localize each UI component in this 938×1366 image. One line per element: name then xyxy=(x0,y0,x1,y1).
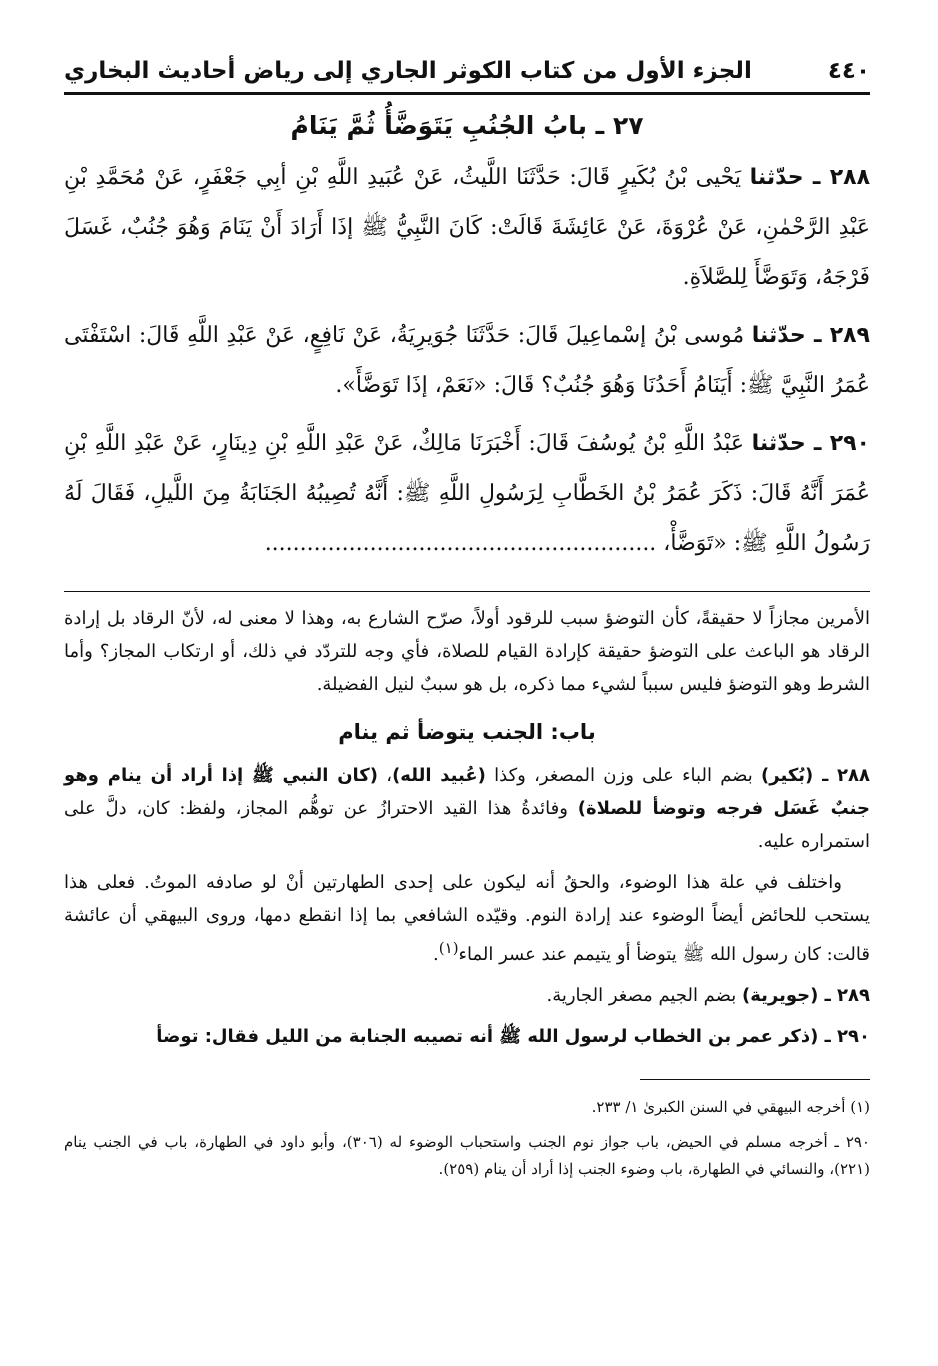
page-number: ٤٤٠ xyxy=(827,58,870,84)
book-title: الجزء الأول من كتاب الكوثر الجاري إلى رياض أحاديث البخاري xyxy=(64,58,752,84)
commentary-288 xyxy=(64,759,870,858)
footnote-290: ٢٩٠ ـ أخرجه مسلم في الحيض، باب جواز نوم الجنب واستحباب الوضوء له (٣٠٦)، وأبو داود في الطهارة، باب في الجنب ينام (٢٢١)، والنسائي في الطهارة، باب وضوء الجنب إذا أراد أن ينام (٢٥٩). xyxy=(64,1133,870,1178)
footnote-ref: (١) xyxy=(438,939,459,957)
book-page xyxy=(64,54,870,1344)
note-lemma: (كان النبي ﷺ إذا أراد أن ينام وهو جنبٌ غَسَل فرجه وتوضأ للصلاة) xyxy=(64,765,870,819)
commentary-opening: الأمرين مجازاً لا حقيقةً، كأن التوضؤ سبب للرقود أولاً، صرّح الشارع به، وهذا لا معنى له، لأنّ الرقاد بل إرادة الرقاد هو الباعث على التوضؤ حقيقة كإرادة القيام للصلاة، فأي وجه للتردّد في ذلك، أو ارتكاب المجاز؟ وأما الشرط وهو التوضؤ فليس سبباً لشيء مما ذكره، بل هو سببٌ لنيل الفضيلة. xyxy=(64,608,870,695)
chapter-title: ٢٧ ـ بابُ الجُنُبِ يَتَوَضَّأُ ثُمَّ يَنَامُ xyxy=(290,111,644,140)
hadith-number: ٢٨٨ ـ حدّثنا xyxy=(749,165,871,190)
note-text: بضم الباء على وزن المصغر، وكذا xyxy=(485,765,762,786)
commentary-288-continued xyxy=(64,866,870,971)
hadith-289 xyxy=(64,311,870,411)
note-text: ، xyxy=(378,765,393,786)
running-header xyxy=(64,54,870,88)
header-rule xyxy=(64,92,870,95)
text-divider xyxy=(64,591,870,592)
commentary-290 xyxy=(64,1020,870,1053)
hadith-text: يَحْيى بْنُ بُكَيرٍ قَالَ: حَدَّثَنَا اللَّيثُ، عَنْ عُبَيدِ اللَّهِ بْنِ أبِي جَعْفَرٍ، عَنْ مُحَمَّدِ بْنِ عَبْدِ الرَّحْمٰنِ، عَنْ عُرْوَةَ، عَنْ عَائِشَةَ قَالَتْ: كَانَ النَّبِيُّ ﷺ إذَا أَرَادَ أَنْ يَنَامَ وَهُوَ جُنُبٌ، غَسَلَ فَرْجَهُ، وَتَوَضَّأَ لِلصَّلاَةِ. xyxy=(64,165,870,290)
hadith-text: مُوسى بْنُ إسْماعِيلَ قَالَ: حَدَّثَنَا جُوَيرِيَةُ، عَنْ نَافِعٍ، عَنْ عَبْدِ اللَّهِ قَالَ: اسْتَفْتَى عُمَرُ النَّبِيَّ ﷺ: أَيَنَامُ أَحَدُنَا وَهُوَ جُنُبٌ؟ قَالَ: «نَعَمْ، إذَا تَوَضَّأَ». xyxy=(64,323,870,398)
note-text: بضم الجيم مصغر الجارية. xyxy=(546,985,742,1006)
hadith-number: ٢٨٩ ـ حدّثنا xyxy=(751,323,870,348)
commentary-289 xyxy=(64,979,870,1012)
note-text: واختلف في علة هذا الوضوء، والحقُ أنه ليكون على إحدى الطهارتين أنْ لو صادفه الموتُ. فعلى هذا يستحب للحائض أيضاً الوضوء عند إرادة النوم. وقيّده الشافعي بما إذا انقطع دمها، وروى البيهقي أن عائشة قالت: كان رسول الله ﷺ يتوضأ أو يتيمم عند عسر الماء xyxy=(64,872,870,965)
hadith-290 xyxy=(64,419,870,569)
note-lemma: (عُبيد الله) xyxy=(392,765,486,786)
note-text: وفائدةُ هذا القيد الاحترازُ عن توهُّم المجاز، ولفظ: كان، دلَّ على استمراره عليه. xyxy=(64,798,870,852)
hadith-text: عَبْدُ اللَّهِ بْنُ يُوسُفَ قَالَ: أَخْبَرَنَا مَالِكٌ، عَنْ عَبْدِ اللَّهِ بْنِ دِينَارٍ، عَنْ عَبْدِ اللَّهِ بْنِ عُمَرَ أَنَّهُ قَالَ: ذَكَرَ عُمَرُ بْنُ الخَطَّابِ لِرَسُولِ اللَّهِ ﷺ: أَنَّهُ تُصِيبُهُ الجَنَابَةُ مِنَ اللَّيلِ، فَقَالَ لَهُ رَسُولُ اللَّهِ ﷺ: «تَوَضَّأْ، ........................................................ xyxy=(64,431,870,556)
footnote-1: (١) أخرجه البيهقي في السنن الكبرىٰ ١/ ٢٣٣. xyxy=(591,1098,870,1116)
hadith-288 xyxy=(64,153,870,303)
footnote-rule xyxy=(640,1079,870,1080)
note-lemma: ٢٨٨ ـ (بُكير) xyxy=(761,765,870,786)
commentary-section-title: باب: الجنب يتوضأ ثم ينام xyxy=(338,720,596,744)
note-lemma: ٢٩٠ ـ (ذكر عمر بن الخطاب لرسول الله ﷺ أنه تصيبه الجنابة من الليل فقال: توضأ xyxy=(156,1026,870,1047)
note-text: . xyxy=(433,944,439,965)
note-lemma: ٢٨٩ ـ (جويرية) xyxy=(742,985,870,1006)
hadith-number: ٢٩٠ ـ حدّثنا xyxy=(751,431,870,456)
